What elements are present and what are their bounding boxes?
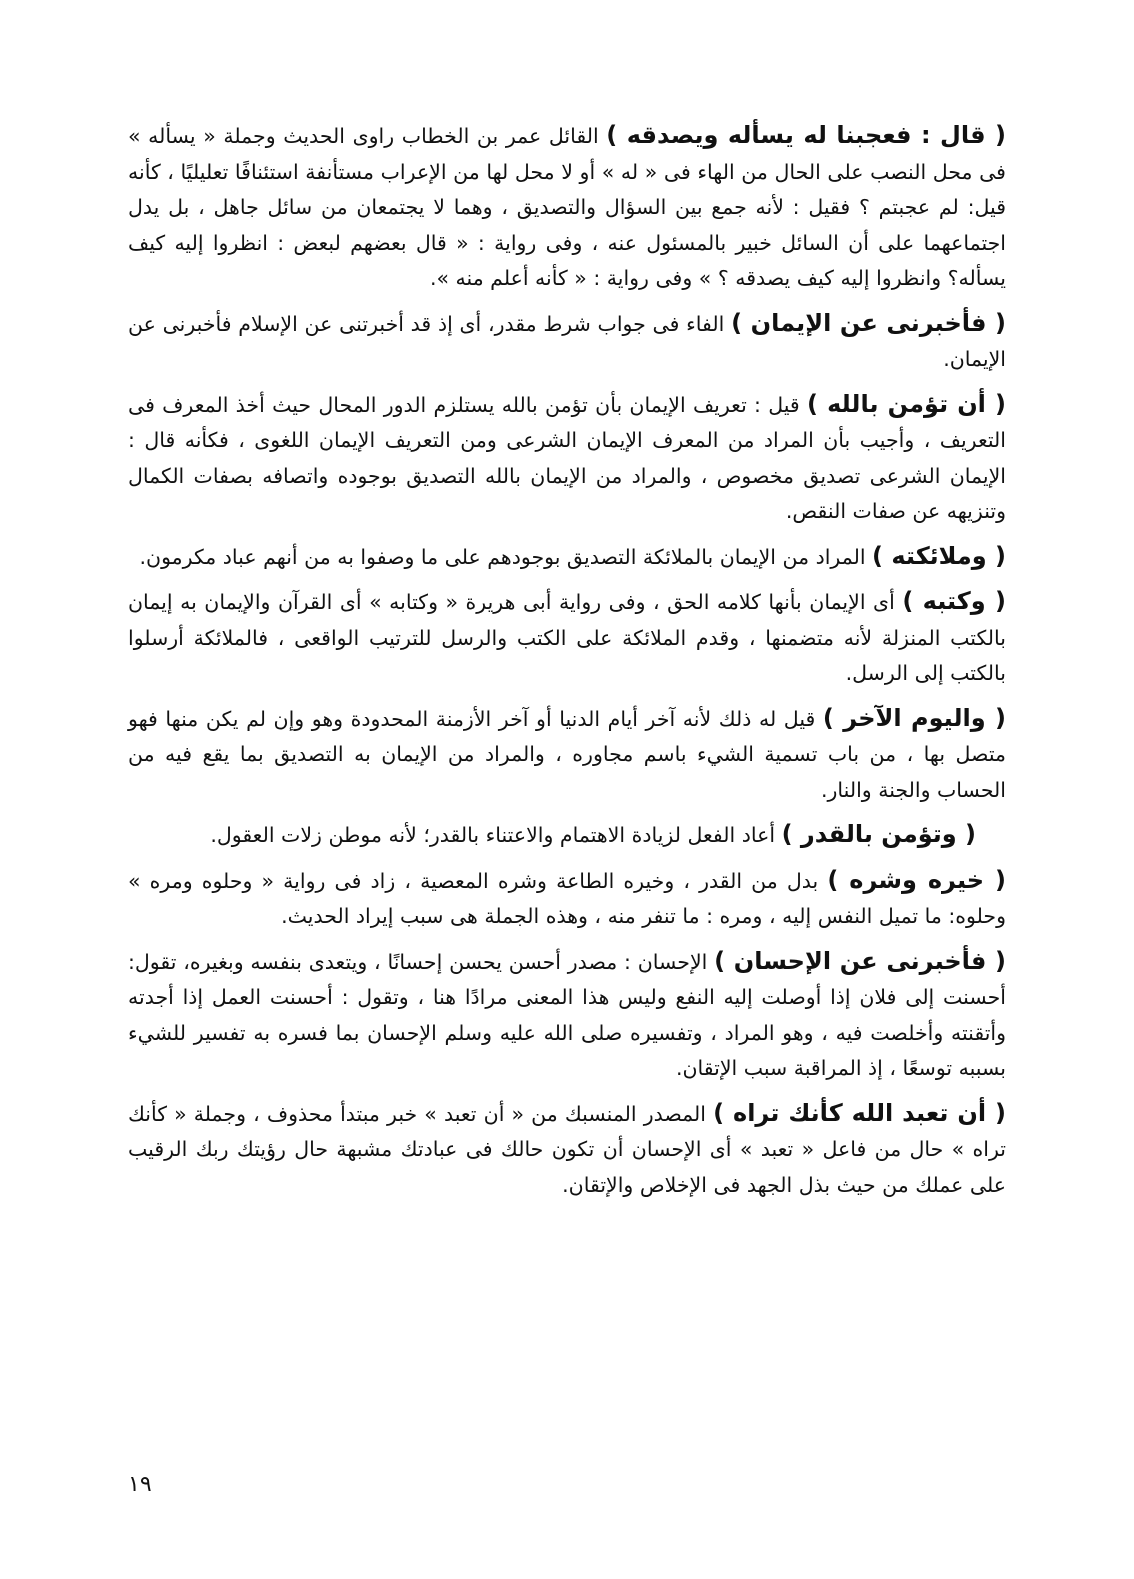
paragraph-text: أى الإيمان بأنها كلامه الحق ، وفى رواية أبى هريرة « وكتابه » أى القرآن والإيمان به إيمان بالكتب المنزلة لأنه متضمنها ، وقدم الملائكة على الكتب والرسل للترتيب الواقعى ، فالملائكة أرسلوا بالكتب إلى الرسل. [128,590,1006,685]
page-number: ١٩ [128,1472,152,1497]
paragraph-heading: ( وكتبه ) [902,587,1006,615]
paragraph-7 [128,817,1006,854]
paragraph-heading: ( قال : فعجبنا له يسأله ويصدقه ) [606,121,1006,149]
paragraph-heading: ( وتؤمن بالقدر ) [781,820,976,848]
paragraph-heading: ( وملائكته ) [872,541,1006,570]
paragraph-text: الإحسان : مصدر أحسن يحسن إحسانًا ، ويتعدى بنفسه وبغيره، تقول: أحسنت إلى فلان إذا أوصلت إليه النفع وليس هذا المعنى مرادًا هنا ، وتقول : أحسنت العمل إذا أجدته وأتقنته وأخلصت فيه ، وهو المراد ، وتفسيره صلى الله عليه وسلم الإحسان بما فسره به تفسير للشيء بسببه توسعًا ، إذ المراقبة سبب الإتقان. [128,949,1006,1080]
paragraph-4 [128,539,1006,576]
paragraph-5 [128,584,1006,692]
paragraph-heading: ( خيره وشره ) [827,865,1006,894]
paragraph-heading: ( فأخبرنى عن الإيمان ) [731,308,1007,337]
paragraph-text: قيل : تعريف الإيمان بأن تؤمن بالله يستلزم الدور المحال حيث أخذ المعرف فى التعريف ، وأجيب بأن المراد من المعرف الإيمان الشرعى ومن التعريف الإيمان اللغوى ، فكأنه قال : الإيمان الشرعى تصديق مخصوص ، والمراد من الإيمان بالله التصديق بوجوده واتصافه بصفات الكمال وتنزيهه عن صفات النقص. [128,392,1006,523]
paragraph-2 [128,306,1006,378]
paragraph-text: المراد من الإيمان بالملائكة التصديق بوجودهم على ما وصفوا به من أنهم عباد مكرمون. [139,544,873,569]
paragraph-text: أعاد الفعل لزيادة الاهتمام والاعتناء بالقدر؛ لأنه موطن زلات العقول. [210,823,782,847]
paragraph-heading: ( واليوم الآخر ) [822,703,1007,732]
paragraph-heading: ( أن تؤمن بالله ) [807,389,1006,418]
document-page [128,118,1006,1212]
paragraph-9 [128,944,1006,1087]
paragraph-heading: ( فأخبرنى عن الإحسان ) [714,946,1006,975]
paragraph-8 [128,863,1006,935]
paragraph-6 [128,701,1006,809]
paragraph-10 [128,1096,1006,1204]
paragraph-text: المصدر المنسبك من « أن تعبد » خبر مبتدأ محذوف ، وجملة « كأنك تراه » حال من فاعل « تعبد » أى الإحسان أن تكون حالك فى عبادتك مشبهة حال رؤيتك ربك الرقيب على عملك من حيث بذل الجهد فى الإخلاص والإتقان. [128,1101,1006,1197]
paragraph-1 [128,118,1006,297]
paragraph-3 [128,387,1006,530]
paragraph-text: قيل له ذلك لأنه آخر أيام الدنيا أو آخر الأزمنة المحدودة وهو وإن لم يكن منها فهو متصل بها ، من باب تسمية الشيء باسم مجاوره ، والمراد من الإيمان به التصديق بما يقع فيه من الحساب والجنة والنار. [128,706,1006,802]
paragraph-text: القائل عمر بن الخطاب راوى الحديث وجملة « يسأله » فى محل النصب على الحال من الهاء فى « له » أو لا محل لها من الإعراب مستأنفة استئنافًا تعليليًا ، كأنه قيل: لم عجبتم ؟ فقيل : لأنه جمع بين السؤال والتصديق ، وهما لا يجتمعان من سائل جاهل ، بل يدل اجتماعهما على أن السائل خبير بالمسئول عنه ، وفى رواية : « قال بعضهم لبعض : انظروا إليه كيف يسأله؟ وانظروا إليه كيف يصدقه ؟ » وفى رواية : « كأنه أعلم منه ». [128,124,1006,290]
paragraph-heading: ( أن تعبد الله كأنك تراه ) [713,1098,1006,1127]
paragraph-text: الفاء فى جواب شرط مقدر، أى إذ قد أخبرتنى عن الإسلام فأخبرنى عن الإيمان. [128,311,1006,371]
paragraph-text: بدل من القدر ، وخيره الطاعة وشره المعصية ، زاد فى رواية « وحلوه ومره » وحلوه: ما تميل النفس إليه ، ومره : ما تنفر منه ، وهذه الجملة هى سبب إيراد الحديث. [128,868,1006,928]
